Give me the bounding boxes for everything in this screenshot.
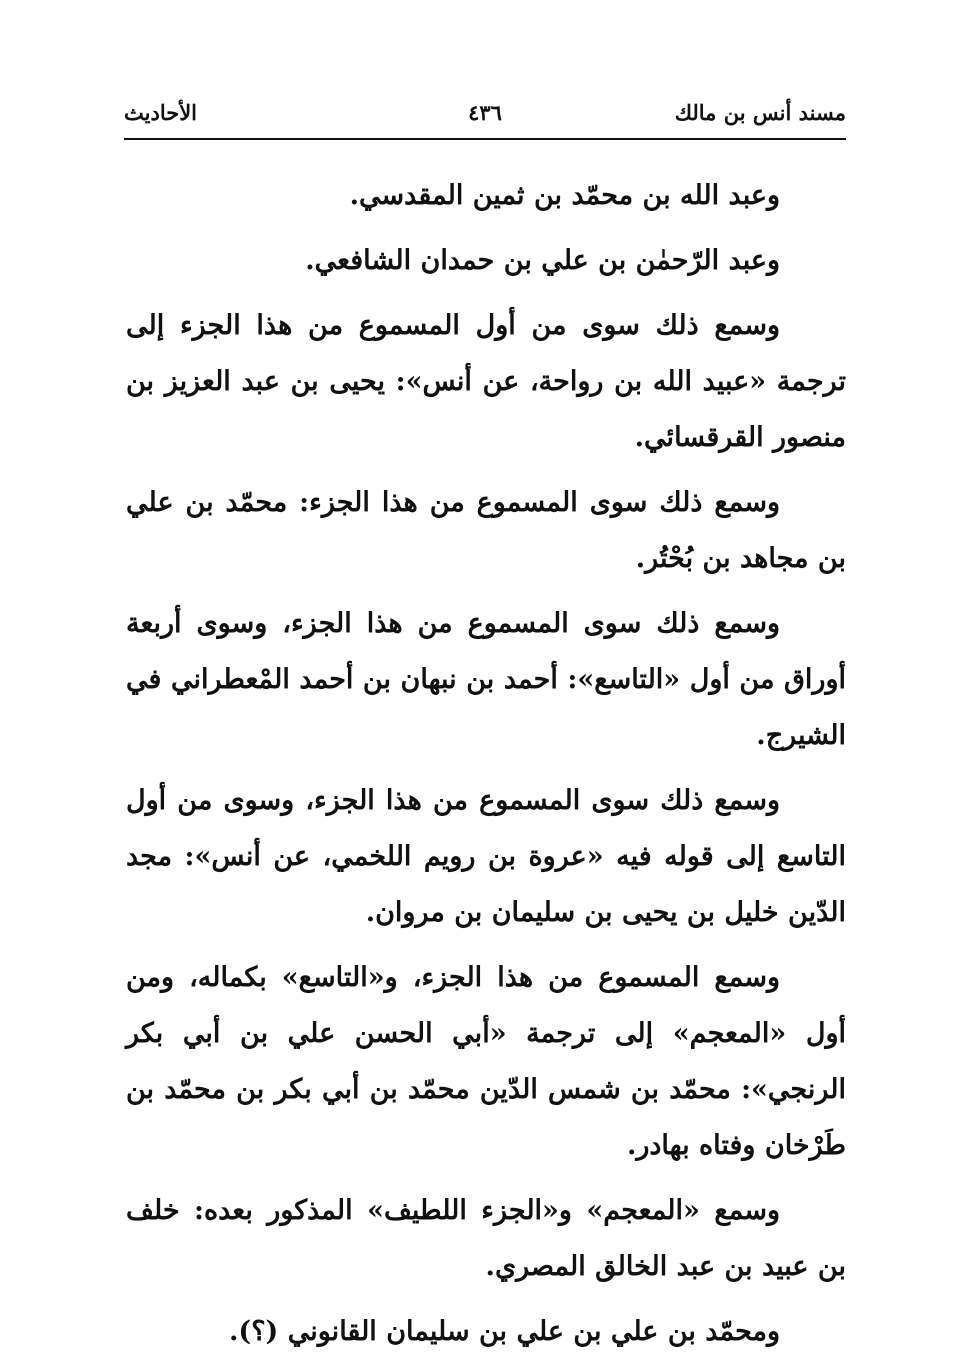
paragraph: وسمع المسموع من هذا الجزء، و«التاسع» بكماله، ومن أول «المعجم» إلى ترجمة «أبي الحسن علي بن أبي بكر الرنجي»: محمّد بن شمس الدّين محمّد بن أبي بكر بن محمّد بن طَرْخان وفتاه بهادر. [126,962,846,1161]
running-header [124,98,846,134]
paragraph: وسمع ذلك سوى المسموع من هذا الجزء، وسوى أربعة أوراق من أول «التاسع»: أحمد بن نبهان بن أحمد المْعطراني في الشيرج. [126,608,846,751]
paragraph: وعبد الرّحمٰن بن علي بن حمدان الشافعي. [305,245,780,276]
paragraph: ومحمّد بن علي بن علي بن سليمان القانوني (؟). [229,1316,780,1347]
section-title: الأحاديث [124,100,198,125]
paragraph: وعبد الله بن محمّد بن ثمين المقدسي. [349,180,780,211]
page-body [126,168,846,1369]
header-rule [124,138,846,140]
paragraph: وسمع ذلك سوى من أول المسموع من هذا الجزء إلى ترجمة «عبيد الله بن رواحة، عن أنس»: يحيى بن عبد العزيز بن منصور القرقسائي. [126,310,846,453]
paragraph: وسمع ذلك سوى المسموع من هذا الجزء: محمّد بن علي بن مجاهد بن بُحْتُر. [126,487,846,574]
book-title: مسند أنس بن مالك [674,100,846,125]
paragraph: وسمع «المعجم» و«الجزء اللطيف» المذكور بعده: خلف بن عبيد بن عبد الخالق المصري. [126,1195,846,1282]
page-number: ٤٣٦ [468,100,502,125]
paragraph: وسمع ذلك سوى المسموع من هذا الجزء، وسوى من أول التاسع إلى قوله فيه «عروة بن رويم اللخمي، عن أنس»: مجد الدّين خليل بن يحيى بن سليمان بن مروان. [126,785,846,928]
